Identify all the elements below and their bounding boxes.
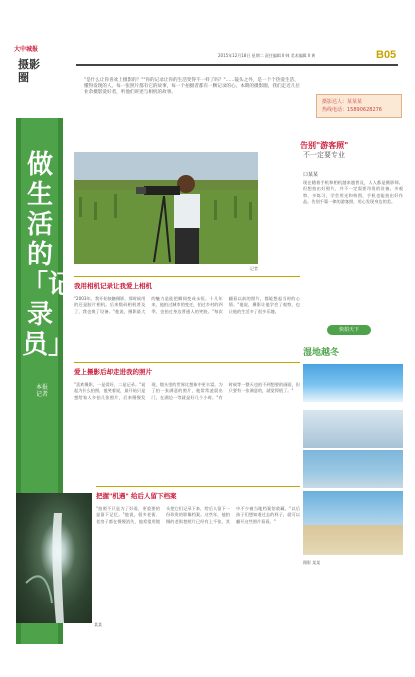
section-1 xyxy=(74,276,300,352)
right-byline: 口某某 xyxy=(303,172,319,178)
right-headline: 告别"游客照" xyxy=(300,141,349,150)
hotline: 热线电话：15890628276 xyxy=(322,107,382,113)
waterfall-illustration xyxy=(16,493,92,623)
section-2-headline: 爱上摄影后却走进我的照片 xyxy=(74,368,152,376)
section-3-headline: 把握"机遇" 给后人留下档案 xyxy=(96,492,177,500)
section-3 xyxy=(96,486,300,624)
bird-photo-2 xyxy=(303,410,403,448)
page-number: B05 xyxy=(376,49,397,61)
dateline: 2015年12月18日 星期二 责任编辑 Ⅱ 韩 美术编辑 Ⅱ 黄 xyxy=(218,53,316,58)
section-1-body: "2003年，我开始接触摄影，那时候用的还是胶片相机。后来数码相机普及了，我也换了设备。"他说，摄影最大的魅力是能把瞬间变成永恒。十几年来，他拍过城市的变迁，拍过乡村的四季，也拍过身边普通人的笑脸。"每次翻看以前的照片，都能想起当时的心情。"他说，摄影让他学会了观察，也让他的生活多了很多乐趣。 xyxy=(74,296,300,314)
photo-credit: 记者 xyxy=(250,266,258,271)
main-title: 做生活的「记录员」 xyxy=(22,150,75,360)
wetland-title: 湿地越冬 xyxy=(303,348,340,358)
bird-photo-1 xyxy=(303,364,403,402)
waterfall-photo xyxy=(16,493,92,623)
intro-text: "是什么让你喜欢上摄影的？""你的记录让你的生活变得不一样了吗？"......镜头之外，是一个个热爱生活、懂得发现的人。每一张照片都有它的故事，每一个拍摄者都有一颗记录的心。本期的摄影圈，我们走近几位业余摄影爱好者，听他们讲述与相机的故事。 xyxy=(84,78,300,96)
paper-logo: 大中城报 xyxy=(14,46,39,53)
wetland-caption: 摄影 某某 xyxy=(303,560,321,565)
top-rule xyxy=(76,64,398,66)
author-name: 摄影达人：某某某 xyxy=(322,99,363,105)
author-tag xyxy=(316,94,402,118)
right-subheadline: 不一定要专业 xyxy=(303,151,345,159)
section-divider xyxy=(96,486,300,487)
bird-photo-3 xyxy=(303,450,403,488)
byline-vertical: 本报记者 xyxy=(36,384,49,398)
section-title: 摄影圈 xyxy=(18,58,40,84)
section-divider xyxy=(74,276,300,277)
quick-shot-label: 快拍天下 xyxy=(327,325,371,335)
bird-photo-5 xyxy=(303,525,403,555)
section-divider xyxy=(74,362,300,363)
section-2 xyxy=(74,362,300,486)
author-box xyxy=(316,94,402,138)
photographer-photo xyxy=(74,152,258,264)
right-body: 现在随着手机和相机越来越普及，人人都是摄影师。但想拍出好照片，并不一定需要昂贵的设备。多观察、多练习，学会用光和构图，手机也能拍出好作品。告别千篇一律的游客照，用心发现身边的美。 xyxy=(303,180,403,204)
waterfall-caption: 某某 xyxy=(94,622,102,627)
section-1-headline: 我用相机记录让我爱上相机 xyxy=(74,282,152,290)
section-3-body: "拍照不只是为了好看，更重要的是留下记忆。"他说，很多老街、老房子都在慢慢消失，他希望用镜头把它们记录下来，给后人留下一份珍贵的影像档案。这些年，他拍摄的老街巷照片已经有上千张，其中不少被当地档案馆收藏。"以后孩子们想知道过去的样子，就可以翻开这些照片看看。" xyxy=(96,506,300,524)
bird-photo-4 xyxy=(303,491,403,529)
photographer-illustration xyxy=(74,152,258,264)
section-2-body: "喜欢摄影，一是爱好，二是记录。"说起为什么拍照，他笑着说，最开始只是想给家人多拍几张照片，后来慢慢发现，镜头里的世界比想象中更丰富。为了拍一张满意的照片，他常常凌晨出门，在湖边一等就是好几个小时。"有时候等一整天也拍不到想要的画面，但只要有一张满意的，就觉得值了。" xyxy=(74,382,300,400)
